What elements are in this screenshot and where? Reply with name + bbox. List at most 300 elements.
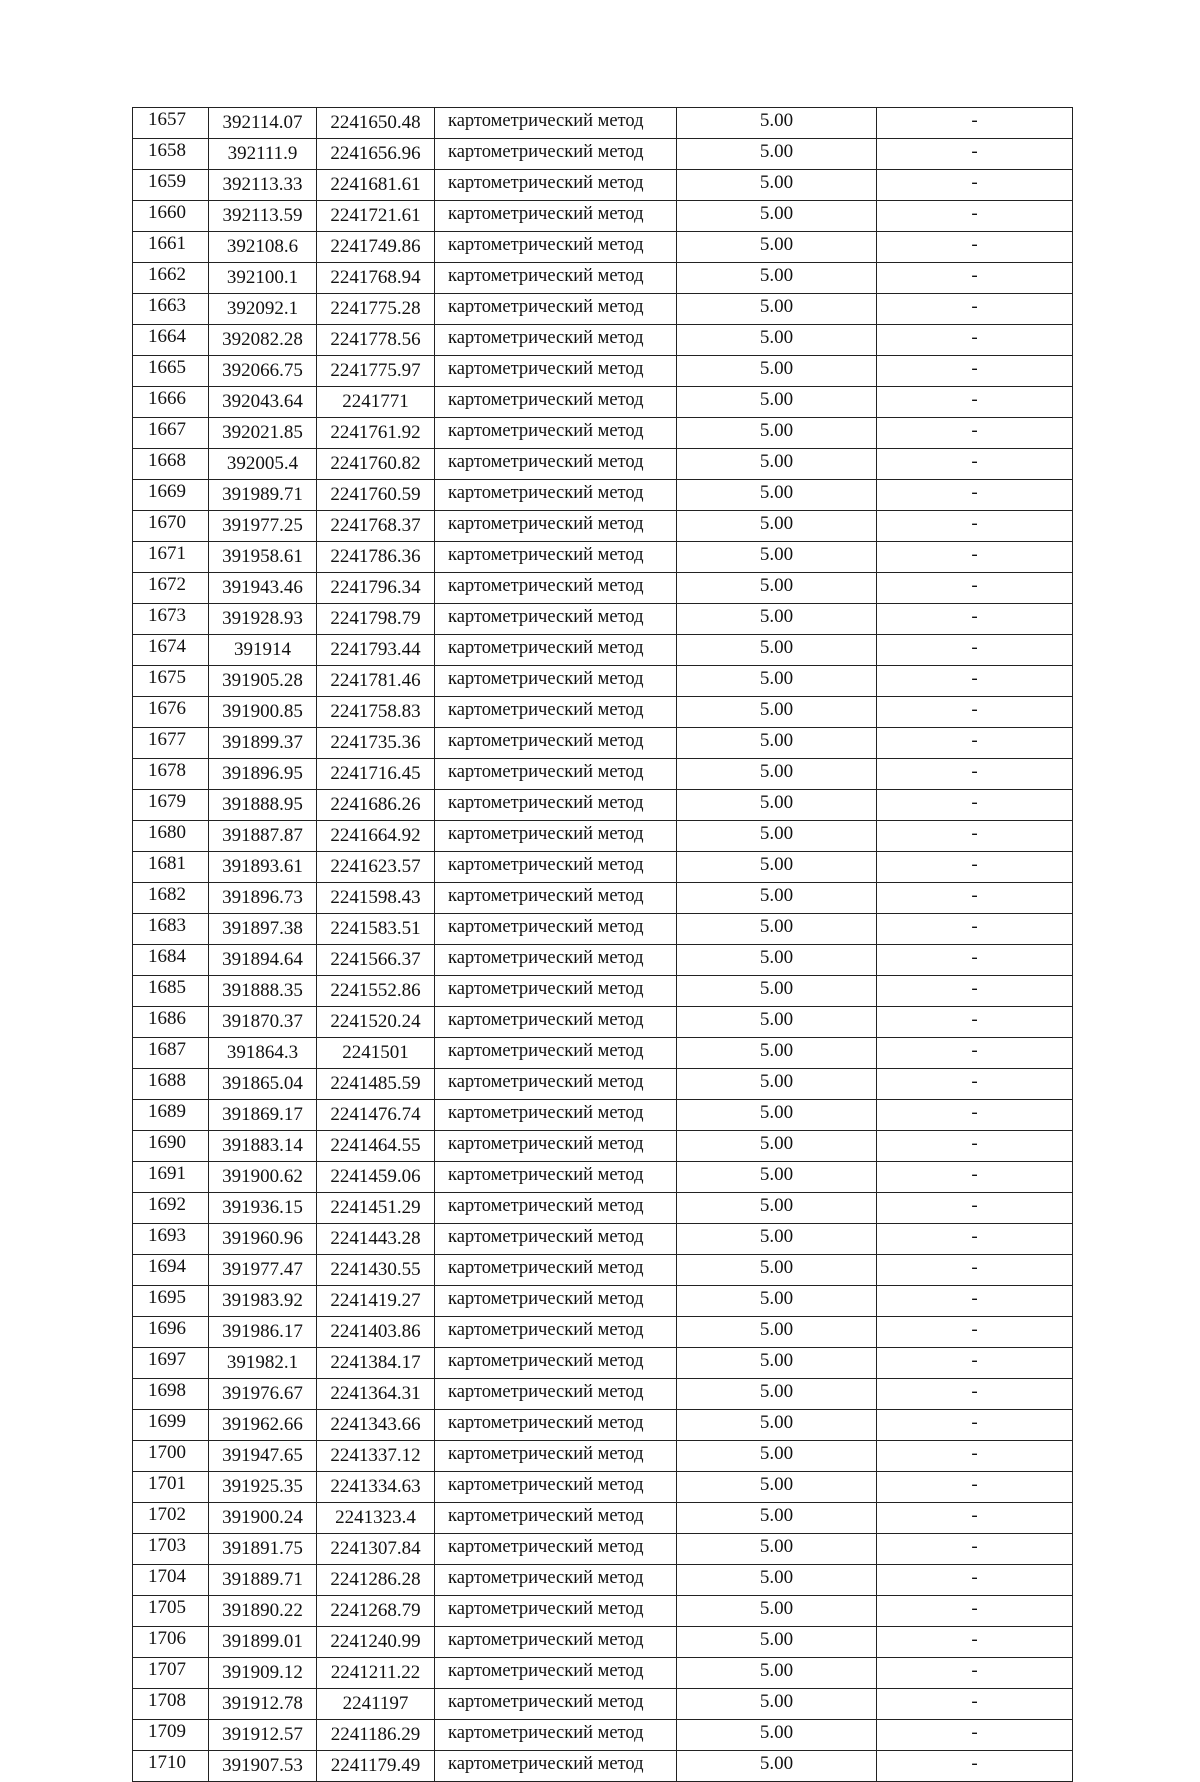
table-row: [133, 1069, 1073, 1100]
note-cell: -: [877, 728, 1073, 759]
accuracy-cell: 5.00: [677, 232, 877, 263]
accuracy-cell: 5.00: [677, 697, 877, 728]
y-coordinate-cell: 2241485.59: [317, 1069, 435, 1100]
point-number-cell: 1701: [133, 1472, 209, 1503]
method-cell: картометрический метод: [435, 1689, 677, 1720]
table-row: [133, 232, 1073, 263]
x-coordinate-cell: 392021.85: [209, 418, 317, 449]
accuracy-cell: 5.00: [677, 1441, 877, 1472]
table-row: [133, 1348, 1073, 1379]
y-coordinate-cell: 2241343.66: [317, 1410, 435, 1441]
x-coordinate-cell: 391905.28: [209, 666, 317, 697]
x-coordinate-cell: 391960.96: [209, 1224, 317, 1255]
accuracy-cell: 5.00: [677, 1193, 877, 1224]
table-row: [133, 790, 1073, 821]
x-coordinate-cell: 391888.95: [209, 790, 317, 821]
point-number-cell: 1694: [133, 1255, 209, 1286]
table-row: [133, 666, 1073, 697]
y-coordinate-cell: 2241598.43: [317, 883, 435, 914]
method-cell: картометрический метод: [435, 232, 677, 263]
y-coordinate-cell: 2241664.92: [317, 821, 435, 852]
x-coordinate-cell: 392100.1: [209, 263, 317, 294]
point-number-cell: 1657: [133, 108, 209, 139]
y-coordinate-cell: 2241735.36: [317, 728, 435, 759]
accuracy-cell: 5.00: [677, 1286, 877, 1317]
note-cell: -: [877, 387, 1073, 418]
y-coordinate-cell: 2241721.61: [317, 201, 435, 232]
table-row: [133, 387, 1073, 418]
table-row: [133, 480, 1073, 511]
method-cell: картометрический метод: [435, 914, 677, 945]
table-row: [133, 1224, 1073, 1255]
method-cell: картометрический метод: [435, 635, 677, 666]
x-coordinate-cell: 392092.1: [209, 294, 317, 325]
y-coordinate-cell: 2241240.99: [317, 1627, 435, 1658]
y-coordinate-cell: 2241686.26: [317, 790, 435, 821]
x-coordinate-cell: 392113.59: [209, 201, 317, 232]
y-coordinate-cell: 2241419.27: [317, 1286, 435, 1317]
table-row: [133, 201, 1073, 232]
table-row: [133, 139, 1073, 170]
table-row: [133, 976, 1073, 1007]
accuracy-cell: 5.00: [677, 542, 877, 573]
note-cell: -: [877, 1069, 1073, 1100]
method-cell: картометрический метод: [435, 1627, 677, 1658]
note-cell: -: [877, 1410, 1073, 1441]
point-number-cell: 1690: [133, 1131, 209, 1162]
accuracy-cell: 5.00: [677, 635, 877, 666]
point-number-cell: 1704: [133, 1565, 209, 1596]
y-coordinate-cell: 2241771: [317, 387, 435, 418]
method-cell: картометрический метод: [435, 1100, 677, 1131]
accuracy-cell: 5.00: [677, 728, 877, 759]
accuracy-cell: 5.00: [677, 883, 877, 914]
note-cell: -: [877, 1379, 1073, 1410]
point-number-cell: 1666: [133, 387, 209, 418]
accuracy-cell: 5.00: [677, 1751, 877, 1782]
table-row: [133, 1472, 1073, 1503]
method-cell: картометрический метод: [435, 511, 677, 542]
note-cell: -: [877, 1472, 1073, 1503]
accuracy-cell: 5.00: [677, 1379, 877, 1410]
point-number-cell: 1691: [133, 1162, 209, 1193]
table-row: [133, 1131, 1073, 1162]
x-coordinate-cell: 391909.12: [209, 1658, 317, 1689]
note-cell: -: [877, 1038, 1073, 1069]
y-coordinate-cell: 2241656.96: [317, 139, 435, 170]
accuracy-cell: 5.00: [677, 1410, 877, 1441]
point-number-cell: 1667: [133, 418, 209, 449]
x-coordinate-cell: 391870.37: [209, 1007, 317, 1038]
y-coordinate-cell: 2241307.84: [317, 1534, 435, 1565]
table-row: [133, 945, 1073, 976]
accuracy-cell: 5.00: [677, 976, 877, 1007]
table-row: [133, 1658, 1073, 1689]
point-number-cell: 1703: [133, 1534, 209, 1565]
table-row: [133, 263, 1073, 294]
table-row: [133, 1627, 1073, 1658]
x-coordinate-cell: 392108.6: [209, 232, 317, 263]
note-cell: -: [877, 201, 1073, 232]
point-number-cell: 1674: [133, 635, 209, 666]
x-coordinate-cell: 391896.73: [209, 883, 317, 914]
accuracy-cell: 5.00: [677, 480, 877, 511]
point-number-cell: 1705: [133, 1596, 209, 1627]
method-cell: картометрический метод: [435, 1348, 677, 1379]
x-coordinate-cell: 391888.35: [209, 976, 317, 1007]
method-cell: картометрический метод: [435, 418, 677, 449]
point-number-cell: 1699: [133, 1410, 209, 1441]
table-row: [133, 1596, 1073, 1627]
table-row: [133, 325, 1073, 356]
table-row: [133, 1720, 1073, 1751]
y-coordinate-cell: 2241179.49: [317, 1751, 435, 1782]
table-row: [133, 1255, 1073, 1286]
y-coordinate-cell: 2241268.79: [317, 1596, 435, 1627]
note-cell: -: [877, 1565, 1073, 1596]
x-coordinate-cell: 391989.71: [209, 480, 317, 511]
table-row: [133, 883, 1073, 914]
y-coordinate-cell: 2241775.28: [317, 294, 435, 325]
table-row: [133, 1379, 1073, 1410]
method-cell: картометрический метод: [435, 945, 677, 976]
x-coordinate-cell: 391914: [209, 635, 317, 666]
y-coordinate-cell: 2241796.34: [317, 573, 435, 604]
table-row: [133, 1534, 1073, 1565]
accuracy-cell: 5.00: [677, 1627, 877, 1658]
accuracy-cell: 5.00: [677, 1596, 877, 1627]
method-cell: картометрический метод: [435, 790, 677, 821]
table-row: [133, 542, 1073, 573]
accuracy-cell: 5.00: [677, 1038, 877, 1069]
accuracy-cell: 5.00: [677, 387, 877, 418]
accuracy-cell: 5.00: [677, 1317, 877, 1348]
method-cell: картометрический метод: [435, 1193, 677, 1224]
accuracy-cell: 5.00: [677, 852, 877, 883]
accuracy-cell: 5.00: [677, 1162, 877, 1193]
accuracy-cell: 5.00: [677, 1720, 877, 1751]
method-cell: картометрический метод: [435, 852, 677, 883]
method-cell: картометрический метод: [435, 387, 677, 418]
x-coordinate-cell: 392005.4: [209, 449, 317, 480]
point-number-cell: 1661: [133, 232, 209, 263]
method-cell: картометрический метод: [435, 1472, 677, 1503]
point-number-cell: 1696: [133, 1317, 209, 1348]
x-coordinate-cell: 391890.22: [209, 1596, 317, 1627]
table-row: [133, 1100, 1073, 1131]
table-row: [133, 728, 1073, 759]
table-row: [133, 573, 1073, 604]
method-cell: картометрический метод: [435, 728, 677, 759]
note-cell: -: [877, 852, 1073, 883]
table-row: [133, 1317, 1073, 1348]
accuracy-cell: 5.00: [677, 1131, 877, 1162]
note-cell: -: [877, 1720, 1073, 1751]
y-coordinate-cell: 2241443.28: [317, 1224, 435, 1255]
method-cell: картометрический метод: [435, 1224, 677, 1255]
point-number-cell: 1700: [133, 1441, 209, 1472]
accuracy-cell: 5.00: [677, 170, 877, 201]
table-row: [133, 1410, 1073, 1441]
point-number-cell: 1693: [133, 1224, 209, 1255]
point-number-cell: 1706: [133, 1627, 209, 1658]
method-cell: картометрический метод: [435, 1255, 677, 1286]
x-coordinate-cell: 392114.07: [209, 108, 317, 139]
point-number-cell: 1695: [133, 1286, 209, 1317]
note-cell: -: [877, 356, 1073, 387]
y-coordinate-cell: 2241760.82: [317, 449, 435, 480]
note-cell: -: [877, 604, 1073, 635]
accuracy-cell: 5.00: [677, 325, 877, 356]
note-cell: -: [877, 1193, 1073, 1224]
x-coordinate-cell: 391900.85: [209, 697, 317, 728]
point-number-cell: 1687: [133, 1038, 209, 1069]
point-number-cell: 1698: [133, 1379, 209, 1410]
note-cell: -: [877, 1441, 1073, 1472]
method-cell: картометрический метод: [435, 821, 677, 852]
method-cell: картометрический метод: [435, 573, 677, 604]
x-coordinate-cell: 391907.53: [209, 1751, 317, 1782]
point-number-cell: 1673: [133, 604, 209, 635]
x-coordinate-cell: 391977.25: [209, 511, 317, 542]
point-number-cell: 1681: [133, 852, 209, 883]
y-coordinate-cell: 2241476.74: [317, 1100, 435, 1131]
x-coordinate-cell: 392066.75: [209, 356, 317, 387]
y-coordinate-cell: 2241566.37: [317, 945, 435, 976]
x-coordinate-cell: 392082.28: [209, 325, 317, 356]
x-coordinate-cell: 391887.87: [209, 821, 317, 852]
point-number-cell: 1677: [133, 728, 209, 759]
point-number-cell: 1685: [133, 976, 209, 1007]
y-coordinate-cell: 2241451.29: [317, 1193, 435, 1224]
point-number-cell: 1669: [133, 480, 209, 511]
point-number-cell: 1684: [133, 945, 209, 976]
accuracy-cell: 5.00: [677, 1689, 877, 1720]
note-cell: -: [877, 697, 1073, 728]
method-cell: картометрический метод: [435, 1565, 677, 1596]
note-cell: -: [877, 945, 1073, 976]
point-number-cell: 1707: [133, 1658, 209, 1689]
y-coordinate-cell: 2241583.51: [317, 914, 435, 945]
note-cell: -: [877, 1007, 1073, 1038]
table-row: [133, 418, 1073, 449]
method-cell: картометрический метод: [435, 976, 677, 1007]
point-number-cell: 1659: [133, 170, 209, 201]
point-number-cell: 1682: [133, 883, 209, 914]
accuracy-cell: 5.00: [677, 356, 877, 387]
point-number-cell: 1662: [133, 263, 209, 294]
method-cell: картометрический метод: [435, 1720, 677, 1751]
point-number-cell: 1702: [133, 1503, 209, 1534]
y-coordinate-cell: 2241798.79: [317, 604, 435, 635]
method-cell: картометрический метод: [435, 1069, 677, 1100]
note-cell: -: [877, 232, 1073, 263]
method-cell: картометрический метод: [435, 1162, 677, 1193]
note-cell: -: [877, 1162, 1073, 1193]
accuracy-cell: 5.00: [677, 1255, 877, 1286]
table-row: [133, 1286, 1073, 1317]
method-cell: картометрический метод: [435, 1751, 677, 1782]
coordinates-table: [132, 107, 1073, 1782]
x-coordinate-cell: 391943.46: [209, 573, 317, 604]
x-coordinate-cell: 392043.64: [209, 387, 317, 418]
note-cell: -: [877, 1255, 1073, 1286]
note-cell: -: [877, 1286, 1073, 1317]
table-row: [133, 511, 1073, 542]
x-coordinate-cell: 391912.78: [209, 1689, 317, 1720]
note-cell: -: [877, 976, 1073, 1007]
x-coordinate-cell: 391897.38: [209, 914, 317, 945]
y-coordinate-cell: 2241552.86: [317, 976, 435, 1007]
method-cell: картометрический метод: [435, 1410, 677, 1441]
note-cell: -: [877, 1503, 1073, 1534]
method-cell: картометрический метод: [435, 666, 677, 697]
point-number-cell: 1665: [133, 356, 209, 387]
coordinates-table-body: [133, 108, 1073, 1782]
y-coordinate-cell: 2241186.29: [317, 1720, 435, 1751]
x-coordinate-cell: 391883.14: [209, 1131, 317, 1162]
x-coordinate-cell: 391864.3: [209, 1038, 317, 1069]
table-row: [133, 170, 1073, 201]
note-cell: -: [877, 418, 1073, 449]
x-coordinate-cell: 391899.37: [209, 728, 317, 759]
note-cell: -: [877, 759, 1073, 790]
point-number-cell: 1708: [133, 1689, 209, 1720]
x-coordinate-cell: 391986.17: [209, 1317, 317, 1348]
y-coordinate-cell: 2241384.17: [317, 1348, 435, 1379]
x-coordinate-cell: 391900.24: [209, 1503, 317, 1534]
point-number-cell: 1688: [133, 1069, 209, 1100]
point-number-cell: 1686: [133, 1007, 209, 1038]
note-cell: -: [877, 1627, 1073, 1658]
method-cell: картометрический метод: [435, 139, 677, 170]
table-row: [133, 1689, 1073, 1720]
point-number-cell: 1710: [133, 1751, 209, 1782]
table-row: [133, 697, 1073, 728]
accuracy-cell: 5.00: [677, 1503, 877, 1534]
y-coordinate-cell: 2241761.92: [317, 418, 435, 449]
method-cell: картометрический метод: [435, 1596, 677, 1627]
point-number-cell: 1675: [133, 666, 209, 697]
note-cell: -: [877, 108, 1073, 139]
accuracy-cell: 5.00: [677, 418, 877, 449]
accuracy-cell: 5.00: [677, 1472, 877, 1503]
accuracy-cell: 5.00: [677, 511, 877, 542]
note-cell: -: [877, 542, 1073, 573]
x-coordinate-cell: 391983.92: [209, 1286, 317, 1317]
accuracy-cell: 5.00: [677, 449, 877, 480]
y-coordinate-cell: 2241459.06: [317, 1162, 435, 1193]
accuracy-cell: 5.00: [677, 790, 877, 821]
point-number-cell: 1679: [133, 790, 209, 821]
x-coordinate-cell: 391865.04: [209, 1069, 317, 1100]
x-coordinate-cell: 391893.61: [209, 852, 317, 883]
note-cell: -: [877, 511, 1073, 542]
y-coordinate-cell: 2241650.48: [317, 108, 435, 139]
point-number-cell: 1660: [133, 201, 209, 232]
table-row: [133, 821, 1073, 852]
note-cell: -: [877, 325, 1073, 356]
accuracy-cell: 5.00: [677, 1100, 877, 1131]
table-row: [133, 1751, 1073, 1782]
method-cell: картометрический метод: [435, 1658, 677, 1689]
point-number-cell: 1683: [133, 914, 209, 945]
point-number-cell: 1668: [133, 449, 209, 480]
y-coordinate-cell: 2241501: [317, 1038, 435, 1069]
y-coordinate-cell: 2241286.28: [317, 1565, 435, 1596]
note-cell: -: [877, 1224, 1073, 1255]
note-cell: -: [877, 573, 1073, 604]
accuracy-cell: 5.00: [677, 821, 877, 852]
point-number-cell: 1678: [133, 759, 209, 790]
table-row: [133, 1193, 1073, 1224]
method-cell: картометрический метод: [435, 1503, 677, 1534]
method-cell: картометрический метод: [435, 1441, 677, 1472]
x-coordinate-cell: 391936.15: [209, 1193, 317, 1224]
method-cell: картометрический метод: [435, 170, 677, 201]
table-row: [133, 294, 1073, 325]
table-row: [133, 852, 1073, 883]
y-coordinate-cell: 2241197: [317, 1689, 435, 1720]
x-coordinate-cell: 391977.47: [209, 1255, 317, 1286]
x-coordinate-cell: 391958.61: [209, 542, 317, 573]
y-coordinate-cell: 2241760.59: [317, 480, 435, 511]
note-cell: -: [877, 1131, 1073, 1162]
method-cell: картометрический метод: [435, 542, 677, 573]
accuracy-cell: 5.00: [677, 1534, 877, 1565]
accuracy-cell: 5.00: [677, 139, 877, 170]
note-cell: -: [877, 263, 1073, 294]
x-coordinate-cell: 391962.66: [209, 1410, 317, 1441]
x-coordinate-cell: 391982.1: [209, 1348, 317, 1379]
table-row: [133, 759, 1073, 790]
note-cell: -: [877, 480, 1073, 511]
table-row: [133, 1565, 1073, 1596]
y-coordinate-cell: 2241768.37: [317, 511, 435, 542]
point-number-cell: 1697: [133, 1348, 209, 1379]
y-coordinate-cell: 2241781.46: [317, 666, 435, 697]
point-number-cell: 1692: [133, 1193, 209, 1224]
x-coordinate-cell: 391899.01: [209, 1627, 317, 1658]
method-cell: картометрический метод: [435, 263, 677, 294]
accuracy-cell: 5.00: [677, 573, 877, 604]
accuracy-cell: 5.00: [677, 1224, 877, 1255]
note-cell: -: [877, 666, 1073, 697]
accuracy-cell: 5.00: [677, 1658, 877, 1689]
note-cell: -: [877, 1596, 1073, 1627]
x-coordinate-cell: 391925.35: [209, 1472, 317, 1503]
note-cell: -: [877, 1658, 1073, 1689]
accuracy-cell: 5.00: [677, 263, 877, 294]
x-coordinate-cell: 391896.95: [209, 759, 317, 790]
accuracy-cell: 5.00: [677, 201, 877, 232]
point-number-cell: 1676: [133, 697, 209, 728]
method-cell: картометрический метод: [435, 1317, 677, 1348]
note-cell: -: [877, 139, 1073, 170]
point-number-cell: 1671: [133, 542, 209, 573]
note-cell: -: [877, 294, 1073, 325]
y-coordinate-cell: 2241403.86: [317, 1317, 435, 1348]
y-coordinate-cell: 2241749.86: [317, 232, 435, 263]
note-cell: -: [877, 1534, 1073, 1565]
method-cell: картометрический метод: [435, 883, 677, 914]
table-row: [133, 449, 1073, 480]
note-cell: -: [877, 821, 1073, 852]
accuracy-cell: 5.00: [677, 1565, 877, 1596]
method-cell: картометрический метод: [435, 201, 677, 232]
note-cell: -: [877, 1689, 1073, 1720]
point-number-cell: 1663: [133, 294, 209, 325]
